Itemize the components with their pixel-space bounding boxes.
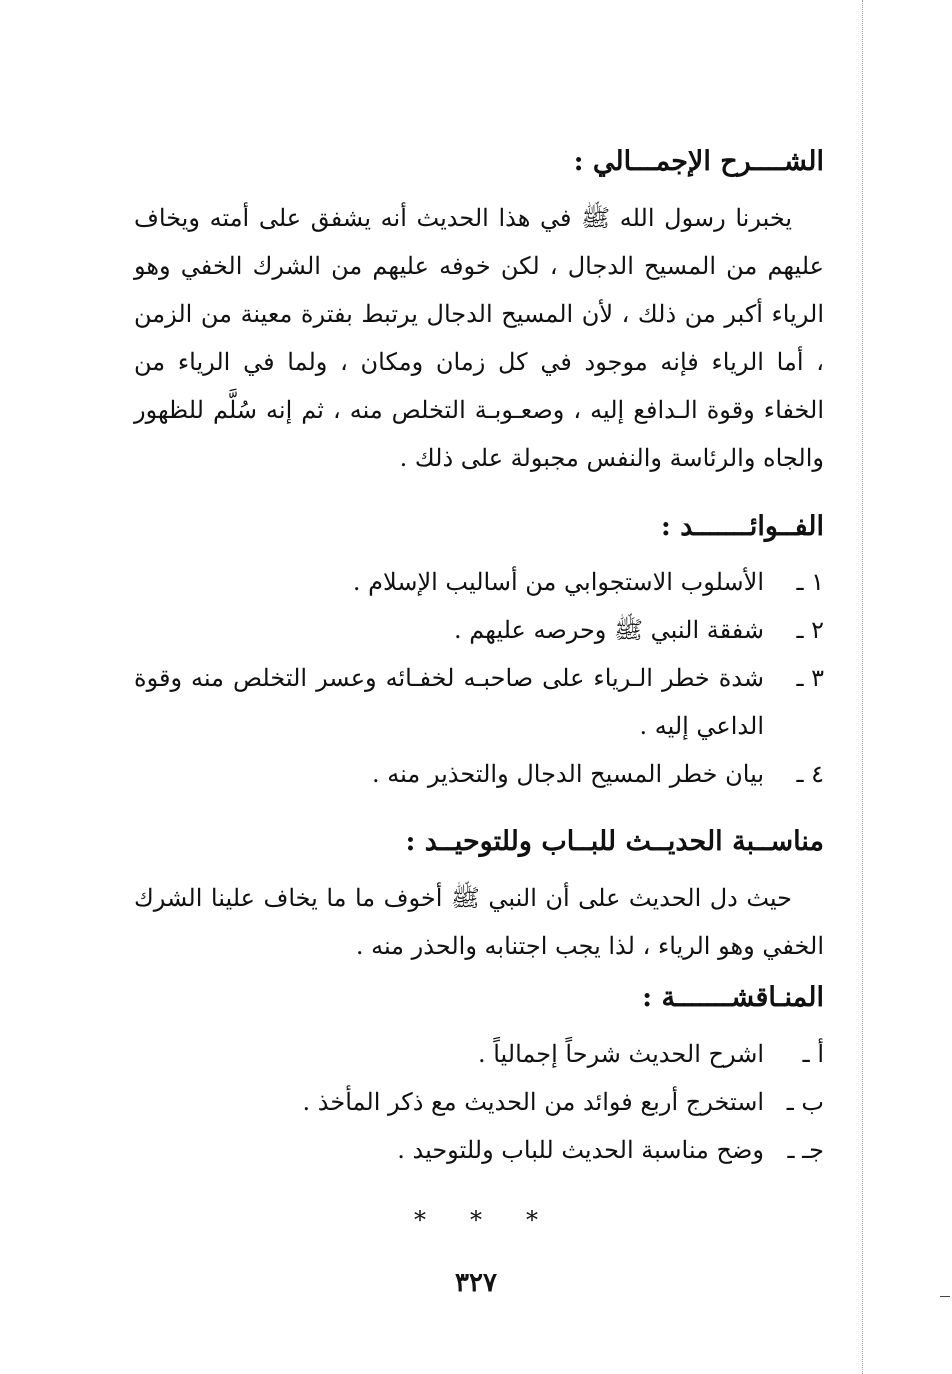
- benefit-item: [134, 606, 824, 654]
- discussion-text: استخرج أربع فوائد من الحديث مع ذكر المأخذ .: [302, 1088, 764, 1116]
- benefit-text: شدة خطر الـرياء على صاحبـه لخفـائه وعسر التخلص منه وقوة الداعي إليه .: [134, 664, 764, 740]
- benefit-number: ٢ ـ: [796, 616, 824, 644]
- asterisk-icon: *: [414, 1206, 426, 1234]
- discussion-list: [134, 1030, 824, 1174]
- discussion-item: [134, 1126, 824, 1174]
- relevance-text: حيث دل الحديث على أن النبي ﷺ أخوف ما ما يخاف علينا الشرك الخفي وهو الرياء ، لذا يجب اجتنابه والحذر منه .: [134, 884, 824, 960]
- section-separator: [0, 1206, 952, 1234]
- discussion-item: [134, 1030, 824, 1078]
- discussion-letter: جـ ـ: [787, 1136, 824, 1164]
- discussion-heading: المنـاقشـــــــة :: [642, 982, 824, 1013]
- discussion-text: وضح مناسبة الحديث للباب وللتوحيد .: [397, 1136, 764, 1164]
- benefit-item: [134, 654, 824, 750]
- benefits-list: [134, 558, 824, 798]
- asterisk-icon: *: [470, 1206, 482, 1234]
- summary-text: يخبرنا رسول الله ﷺ في هذا الحديث أنه يشفق على أمته ويخاف عليهم من المسيح الدجال ، لكن خوفه عليهم من الشرك الخفي وهو الرياء أكبر من ذلك ، لأن المسيح الدجال يرتبط بفترة معينة من الزمن ، أما الرياء فإنه موجود في كل زمان ومكان ، ولما في الرياء من الخفاء وقوة الـدافع إليه ، وصعـوبـة التخلص منه ، ثم إنه سُلَّم للظهور والجاه والرئاسة والنفس مجبولة على ذلك .: [134, 204, 824, 472]
- page-edge-dotted-line: [862, 0, 863, 1374]
- benefit-text: بيان خطر المسيح الدجال والتحذير منه .: [372, 760, 764, 788]
- benefit-number: ١ ـ: [796, 568, 824, 596]
- asterisk-icon: *: [526, 1206, 538, 1234]
- discussion-letter: أ ـ: [802, 1040, 824, 1068]
- summary-heading: الشــــرح الإجمـــالي :: [573, 146, 824, 177]
- benefit-number: ٣ ـ: [796, 664, 824, 692]
- benefit-item: [134, 750, 824, 798]
- relevance-heading: مناســبة الحديــث للبــاب وللتوحيــد :: [405, 826, 824, 857]
- summary-paragraph: [134, 194, 824, 482]
- benefits-heading: الفــوائـــــــد :: [660, 511, 824, 542]
- benefit-item: [134, 558, 824, 606]
- relevance-paragraph: [134, 874, 824, 970]
- benefit-text: شفقة النبي ﷺ وحرصه عليهم .: [454, 616, 764, 644]
- discussion-letter: ب ـ: [786, 1088, 824, 1116]
- discussion-text: اشرح الحديث شرحاً إجمالياً .: [477, 1040, 764, 1068]
- discussion-item: [134, 1078, 824, 1126]
- benefit-text: الأسلوب الاستجوابي من أساليب الإسلام .: [352, 568, 764, 596]
- page-number: ٣٢٧: [455, 1268, 497, 1298]
- benefit-number: ٤ ـ: [796, 760, 824, 788]
